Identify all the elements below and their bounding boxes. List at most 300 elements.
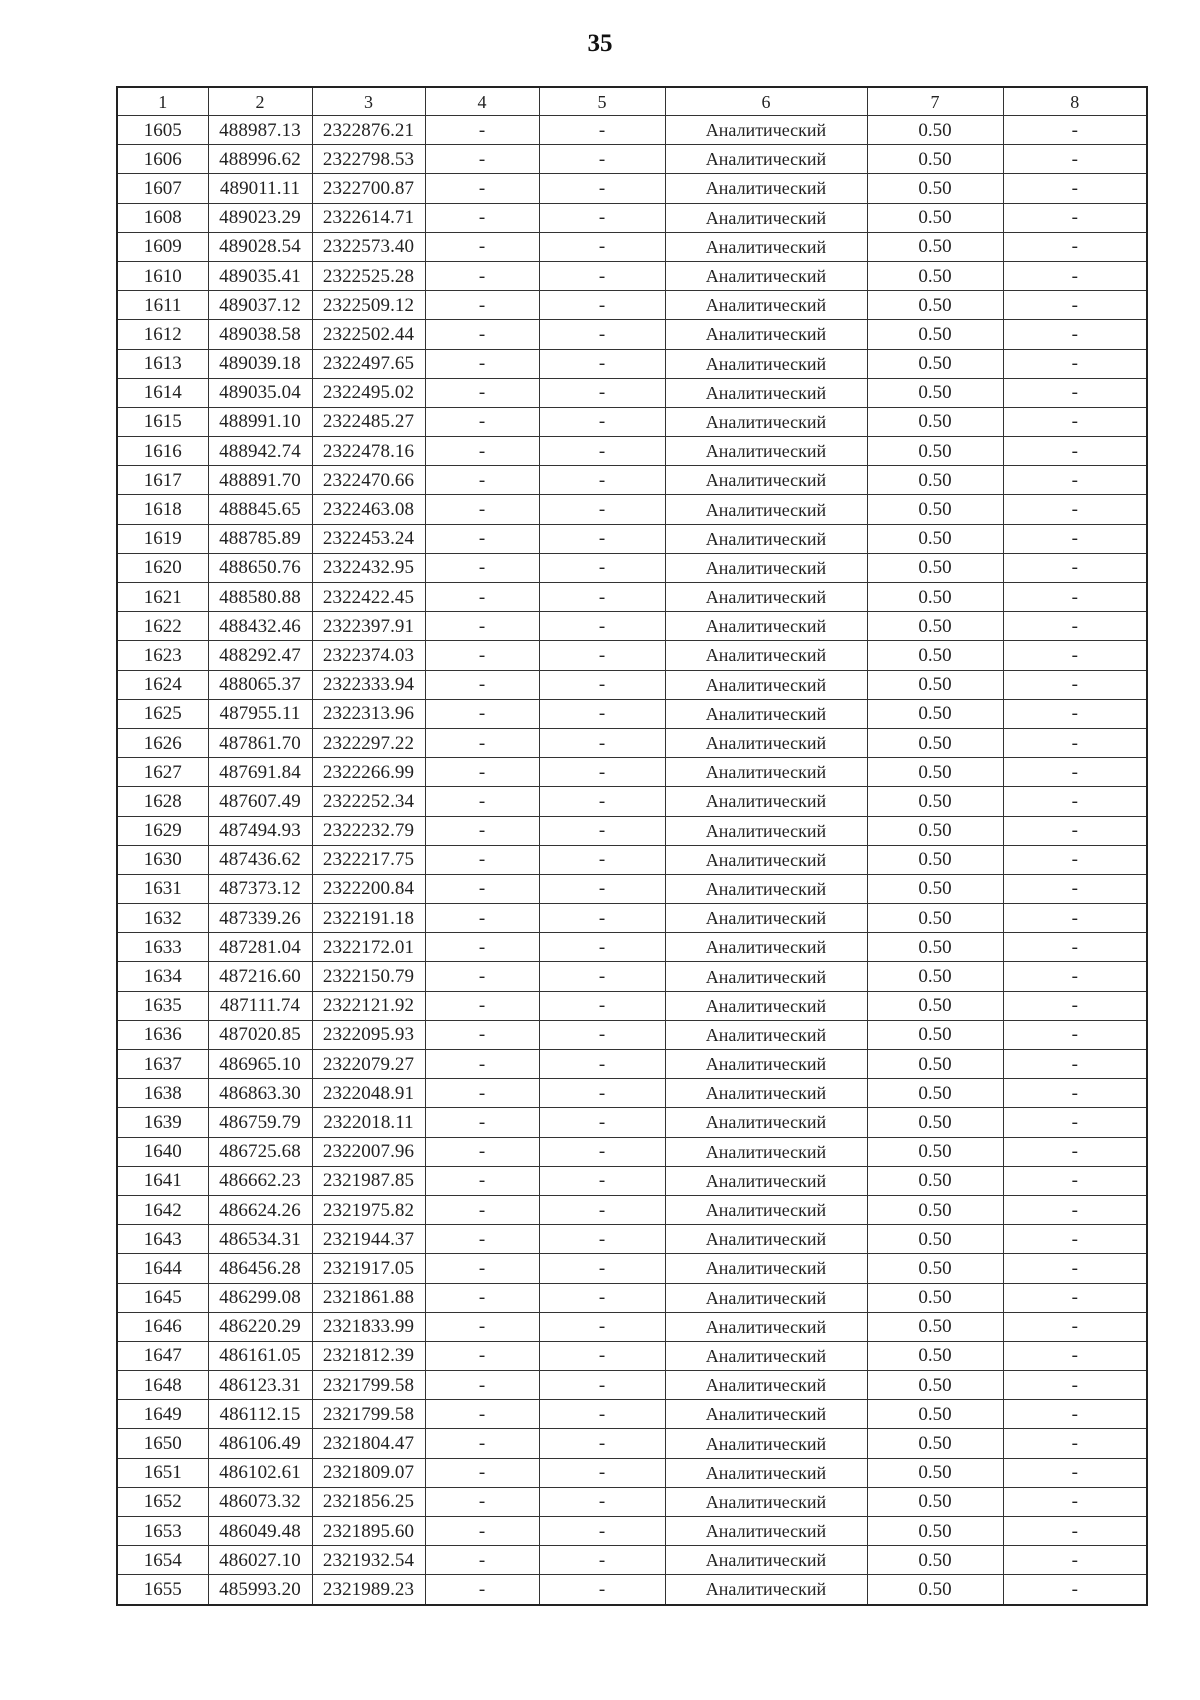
table-row <box>117 933 1147 962</box>
method-cell: Аналитический <box>665 1254 867 1283</box>
accuracy-cell: 0.50 <box>867 320 1003 349</box>
point-number-cell: 1631 <box>117 874 208 903</box>
method-cell: Аналитический <box>665 524 867 553</box>
column-header-8: 8 <box>1003 87 1147 116</box>
y-coordinate-cell: 2322313.96 <box>312 699 425 728</box>
table-row <box>117 1517 1147 1546</box>
method-cell: Аналитический <box>665 174 867 203</box>
column-5-cell: - <box>539 1050 665 1079</box>
column-4-cell: - <box>425 1108 539 1137</box>
table-row <box>117 261 1147 290</box>
table-header <box>117 87 1147 116</box>
column-4-cell: - <box>425 261 539 290</box>
x-coordinate-cell: 486073.32 <box>208 1487 312 1516</box>
point-number-cell: 1616 <box>117 437 208 466</box>
accuracy-cell: 0.50 <box>867 1429 1003 1458</box>
column-8-cell: - <box>1003 1195 1147 1224</box>
point-number-cell: 1624 <box>117 670 208 699</box>
column-5-cell: - <box>539 203 665 232</box>
column-5-cell: - <box>539 1517 665 1546</box>
y-coordinate-cell: 2322374.03 <box>312 641 425 670</box>
column-4-cell: - <box>425 116 539 145</box>
column-header-7: 7 <box>867 87 1003 116</box>
method-cell: Аналитический <box>665 787 867 816</box>
column-8-cell: - <box>1003 962 1147 991</box>
point-number-cell: 1636 <box>117 1020 208 1049</box>
y-coordinate-cell: 2322048.91 <box>312 1079 425 1108</box>
accuracy-cell: 0.50 <box>867 145 1003 174</box>
point-number-cell: 1605 <box>117 116 208 145</box>
point-number-cell: 1614 <box>117 378 208 407</box>
header-row <box>117 87 1147 116</box>
x-coordinate-cell: 488996.62 <box>208 145 312 174</box>
method-cell: Аналитический <box>665 641 867 670</box>
method-cell: Аналитический <box>665 758 867 787</box>
method-cell: Аналитический <box>665 962 867 991</box>
x-coordinate-cell: 488942.74 <box>208 437 312 466</box>
point-number-cell: 1641 <box>117 1166 208 1195</box>
column-4-cell: - <box>425 962 539 991</box>
point-number-cell: 1638 <box>117 1079 208 1108</box>
method-cell: Аналитический <box>665 1050 867 1079</box>
column-4-cell: - <box>425 1166 539 1195</box>
y-coordinate-cell: 2322191.18 <box>312 904 425 933</box>
x-coordinate-cell: 486863.30 <box>208 1079 312 1108</box>
column-5-cell: - <box>539 291 665 320</box>
accuracy-cell: 0.50 <box>867 116 1003 145</box>
point-number-cell: 1621 <box>117 583 208 612</box>
method-cell: Аналитический <box>665 1517 867 1546</box>
y-coordinate-cell: 2322876.21 <box>312 116 425 145</box>
table-row <box>117 320 1147 349</box>
accuracy-cell: 0.50 <box>867 1487 1003 1516</box>
column-4-cell: - <box>425 495 539 524</box>
y-coordinate-cell: 2322121.92 <box>312 991 425 1020</box>
table-row <box>117 145 1147 174</box>
column-5-cell: - <box>539 728 665 757</box>
method-cell: Аналитический <box>665 874 867 903</box>
column-8-cell: - <box>1003 728 1147 757</box>
column-8-cell: - <box>1003 174 1147 203</box>
column-4-cell: - <box>425 349 539 378</box>
point-number-cell: 1646 <box>117 1312 208 1341</box>
column-4-cell: - <box>425 203 539 232</box>
point-number-cell: 1610 <box>117 261 208 290</box>
column-4-cell: - <box>425 524 539 553</box>
table-row <box>117 1020 1147 1049</box>
accuracy-cell: 0.50 <box>867 349 1003 378</box>
y-coordinate-cell: 2321987.85 <box>312 1166 425 1195</box>
column-4-cell: - <box>425 670 539 699</box>
column-4-cell: - <box>425 145 539 174</box>
column-8-cell: - <box>1003 320 1147 349</box>
x-coordinate-cell: 487494.93 <box>208 816 312 845</box>
column-5-cell: - <box>539 933 665 962</box>
point-number-cell: 1644 <box>117 1254 208 1283</box>
column-8-cell: - <box>1003 583 1147 612</box>
column-8-cell: - <box>1003 933 1147 962</box>
x-coordinate-cell: 486534.31 <box>208 1225 312 1254</box>
column-5-cell: - <box>539 1166 665 1195</box>
y-coordinate-cell: 2321895.60 <box>312 1517 425 1546</box>
y-coordinate-cell: 2322700.87 <box>312 174 425 203</box>
table-row <box>117 232 1147 261</box>
column-5-cell: - <box>539 1020 665 1049</box>
column-8-cell: - <box>1003 904 1147 933</box>
method-cell: Аналитический <box>665 407 867 436</box>
column-5-cell: - <box>539 874 665 903</box>
y-coordinate-cell: 2322150.79 <box>312 962 425 991</box>
x-coordinate-cell: 487691.84 <box>208 758 312 787</box>
column-4-cell: - <box>425 583 539 612</box>
table-row <box>117 1137 1147 1166</box>
coordinates-table <box>116 86 1148 1606</box>
point-number-cell: 1628 <box>117 787 208 816</box>
table-row <box>117 1166 1147 1195</box>
column-8-cell: - <box>1003 261 1147 290</box>
method-cell: Аналитический <box>665 1429 867 1458</box>
point-number-cell: 1617 <box>117 466 208 495</box>
column-5-cell: - <box>539 1225 665 1254</box>
accuracy-cell: 0.50 <box>867 1137 1003 1166</box>
y-coordinate-cell: 2321932.54 <box>312 1546 425 1575</box>
x-coordinate-cell: 489035.41 <box>208 261 312 290</box>
column-5-cell: - <box>539 232 665 261</box>
x-coordinate-cell: 487281.04 <box>208 933 312 962</box>
column-5-cell: - <box>539 1400 665 1429</box>
column-5-cell: - <box>539 524 665 553</box>
method-cell: Аналитический <box>665 1371 867 1400</box>
table-row <box>117 728 1147 757</box>
column-5-cell: - <box>539 1195 665 1224</box>
accuracy-cell: 0.50 <box>867 845 1003 874</box>
method-cell: Аналитический <box>665 1283 867 1312</box>
x-coordinate-cell: 486299.08 <box>208 1283 312 1312</box>
column-header-4: 4 <box>425 87 539 116</box>
table-row <box>117 466 1147 495</box>
table-row <box>117 816 1147 845</box>
accuracy-cell: 0.50 <box>867 641 1003 670</box>
column-4-cell: - <box>425 1341 539 1370</box>
column-5-cell: - <box>539 962 665 991</box>
accuracy-cell: 0.50 <box>867 232 1003 261</box>
column-8-cell: - <box>1003 787 1147 816</box>
x-coordinate-cell: 486049.48 <box>208 1517 312 1546</box>
column-4-cell: - <box>425 232 539 261</box>
point-number-cell: 1607 <box>117 174 208 203</box>
column-8-cell: - <box>1003 1341 1147 1370</box>
column-8-cell: - <box>1003 845 1147 874</box>
x-coordinate-cell: 489028.54 <box>208 232 312 261</box>
column-4-cell: - <box>425 1079 539 1108</box>
column-4-cell: - <box>425 874 539 903</box>
accuracy-cell: 0.50 <box>867 1283 1003 1312</box>
x-coordinate-cell: 486112.15 <box>208 1400 312 1429</box>
table-row <box>117 1050 1147 1079</box>
table-row <box>117 758 1147 787</box>
column-8-cell: - <box>1003 1079 1147 1108</box>
method-cell: Аналитический <box>665 1341 867 1370</box>
column-5-cell: - <box>539 816 665 845</box>
column-4-cell: - <box>425 1429 539 1458</box>
point-number-cell: 1649 <box>117 1400 208 1429</box>
table-row <box>117 1254 1147 1283</box>
column-8-cell: - <box>1003 1575 1147 1605</box>
column-5-cell: - <box>539 612 665 641</box>
point-number-cell: 1652 <box>117 1487 208 1516</box>
column-5-cell: - <box>539 583 665 612</box>
column-4-cell: - <box>425 1312 539 1341</box>
method-cell: Аналитический <box>665 1195 867 1224</box>
column-5-cell: - <box>539 1546 665 1575</box>
column-5-cell: - <box>539 670 665 699</box>
accuracy-cell: 0.50 <box>867 758 1003 787</box>
point-number-cell: 1606 <box>117 145 208 174</box>
column-4-cell: - <box>425 641 539 670</box>
point-number-cell: 1611 <box>117 291 208 320</box>
table-row <box>117 1458 1147 1487</box>
point-number-cell: 1642 <box>117 1195 208 1224</box>
column-header-3: 3 <box>312 87 425 116</box>
accuracy-cell: 0.50 <box>867 1400 1003 1429</box>
accuracy-cell: 0.50 <box>867 1020 1003 1049</box>
x-coordinate-cell: 488432.46 <box>208 612 312 641</box>
method-cell: Аналитический <box>665 291 867 320</box>
column-8-cell: - <box>1003 1429 1147 1458</box>
column-4-cell: - <box>425 1225 539 1254</box>
column-8-cell: - <box>1003 116 1147 145</box>
accuracy-cell: 0.50 <box>867 699 1003 728</box>
point-number-cell: 1608 <box>117 203 208 232</box>
method-cell: Аналитический <box>665 583 867 612</box>
column-4-cell: - <box>425 1020 539 1049</box>
table-row <box>117 1341 1147 1370</box>
accuracy-cell: 0.50 <box>867 1225 1003 1254</box>
method-cell: Аналитический <box>665 553 867 582</box>
x-coordinate-cell: 486161.05 <box>208 1341 312 1370</box>
accuracy-cell: 0.50 <box>867 962 1003 991</box>
accuracy-cell: 0.50 <box>867 1341 1003 1370</box>
column-5-cell: - <box>539 1312 665 1341</box>
point-number-cell: 1613 <box>117 349 208 378</box>
column-8-cell: - <box>1003 203 1147 232</box>
x-coordinate-cell: 488987.13 <box>208 116 312 145</box>
table-row <box>117 1400 1147 1429</box>
table-row <box>117 641 1147 670</box>
column-4-cell: - <box>425 553 539 582</box>
x-coordinate-cell: 487861.70 <box>208 728 312 757</box>
column-4-cell: - <box>425 728 539 757</box>
column-8-cell: - <box>1003 407 1147 436</box>
method-cell: Аналитический <box>665 728 867 757</box>
method-cell: Аналитический <box>665 466 867 495</box>
accuracy-cell: 0.50 <box>867 466 1003 495</box>
column-8-cell: - <box>1003 758 1147 787</box>
y-coordinate-cell: 2321861.88 <box>312 1283 425 1312</box>
y-coordinate-cell: 2322453.24 <box>312 524 425 553</box>
accuracy-cell: 0.50 <box>867 728 1003 757</box>
column-header-6: 6 <box>665 87 867 116</box>
column-5-cell: - <box>539 1458 665 1487</box>
method-cell: Аналитический <box>665 1020 867 1049</box>
accuracy-cell: 0.50 <box>867 1254 1003 1283</box>
column-8-cell: - <box>1003 1312 1147 1341</box>
column-5-cell: - <box>539 904 665 933</box>
column-4-cell: - <box>425 845 539 874</box>
column-8-cell: - <box>1003 378 1147 407</box>
table-row <box>117 553 1147 582</box>
column-4-cell: - <box>425 1487 539 1516</box>
accuracy-cell: 0.50 <box>867 378 1003 407</box>
column-4-cell: - <box>425 378 539 407</box>
table-row <box>117 1079 1147 1108</box>
accuracy-cell: 0.50 <box>867 437 1003 466</box>
column-4-cell: - <box>425 699 539 728</box>
table-row <box>117 1195 1147 1224</box>
y-coordinate-cell: 2322397.91 <box>312 612 425 641</box>
x-coordinate-cell: 485993.20 <box>208 1575 312 1605</box>
y-coordinate-cell: 2322497.65 <box>312 349 425 378</box>
point-number-cell: 1655 <box>117 1575 208 1605</box>
x-coordinate-cell: 489023.29 <box>208 203 312 232</box>
x-coordinate-cell: 487020.85 <box>208 1020 312 1049</box>
point-number-cell: 1640 <box>117 1137 208 1166</box>
y-coordinate-cell: 2322509.12 <box>312 291 425 320</box>
accuracy-cell: 0.50 <box>867 991 1003 1020</box>
method-cell: Аналитический <box>665 904 867 933</box>
table-row <box>117 1371 1147 1400</box>
y-coordinate-cell: 2322018.11 <box>312 1108 425 1137</box>
column-4-cell: - <box>425 466 539 495</box>
column-8-cell: - <box>1003 349 1147 378</box>
column-8-cell: - <box>1003 553 1147 582</box>
table-row <box>117 670 1147 699</box>
y-coordinate-cell: 2322422.45 <box>312 583 425 612</box>
column-4-cell: - <box>425 291 539 320</box>
y-coordinate-cell: 2322007.96 <box>312 1137 425 1166</box>
accuracy-cell: 0.50 <box>867 816 1003 845</box>
column-4-cell: - <box>425 612 539 641</box>
column-header-2: 2 <box>208 87 312 116</box>
table-row <box>117 203 1147 232</box>
column-5-cell: - <box>539 174 665 203</box>
y-coordinate-cell: 2322485.27 <box>312 407 425 436</box>
point-number-cell: 1622 <box>117 612 208 641</box>
accuracy-cell: 0.50 <box>867 1517 1003 1546</box>
accuracy-cell: 0.50 <box>867 874 1003 903</box>
y-coordinate-cell: 2322200.84 <box>312 874 425 903</box>
column-5-cell: - <box>539 466 665 495</box>
x-coordinate-cell: 488891.70 <box>208 466 312 495</box>
y-coordinate-cell: 2322079.27 <box>312 1050 425 1079</box>
column-5-cell: - <box>539 1371 665 1400</box>
y-coordinate-cell: 2321833.99 <box>312 1312 425 1341</box>
table-row <box>117 874 1147 903</box>
table-row <box>117 116 1147 145</box>
column-8-cell: - <box>1003 1517 1147 1546</box>
column-8-cell: - <box>1003 1400 1147 1429</box>
table-row <box>117 291 1147 320</box>
x-coordinate-cell: 488785.89 <box>208 524 312 553</box>
y-coordinate-cell: 2322095.93 <box>312 1020 425 1049</box>
table-row <box>117 174 1147 203</box>
x-coordinate-cell: 486102.61 <box>208 1458 312 1487</box>
x-coordinate-cell: 486965.10 <box>208 1050 312 1079</box>
point-number-cell: 1651 <box>117 1458 208 1487</box>
y-coordinate-cell: 2322478.16 <box>312 437 425 466</box>
method-cell: Аналитический <box>665 1400 867 1429</box>
method-cell: Аналитический <box>665 116 867 145</box>
method-cell: Аналитический <box>665 991 867 1020</box>
table-row <box>117 1225 1147 1254</box>
x-coordinate-cell: 489038.58 <box>208 320 312 349</box>
point-number-cell: 1615 <box>117 407 208 436</box>
x-coordinate-cell: 486624.26 <box>208 1195 312 1224</box>
column-4-cell: - <box>425 787 539 816</box>
column-4-cell: - <box>425 1050 539 1079</box>
y-coordinate-cell: 2322495.02 <box>312 378 425 407</box>
accuracy-cell: 0.50 <box>867 670 1003 699</box>
column-8-cell: - <box>1003 1020 1147 1049</box>
column-5-cell: - <box>539 1137 665 1166</box>
column-8-cell: - <box>1003 524 1147 553</box>
method-cell: Аналитический <box>665 1312 867 1341</box>
column-8-cell: - <box>1003 1546 1147 1575</box>
point-number-cell: 1654 <box>117 1546 208 1575</box>
point-number-cell: 1629 <box>117 816 208 845</box>
accuracy-cell: 0.50 <box>867 407 1003 436</box>
y-coordinate-cell: 2321804.47 <box>312 1429 425 1458</box>
column-8-cell: - <box>1003 1225 1147 1254</box>
column-5-cell: - <box>539 437 665 466</box>
column-8-cell: - <box>1003 437 1147 466</box>
column-4-cell: - <box>425 991 539 1020</box>
column-5-cell: - <box>539 1341 665 1370</box>
x-coordinate-cell: 488065.37 <box>208 670 312 699</box>
column-header-5: 5 <box>539 87 665 116</box>
y-coordinate-cell: 2321989.23 <box>312 1575 425 1605</box>
column-5-cell: - <box>539 787 665 816</box>
point-number-cell: 1633 <box>117 933 208 962</box>
y-coordinate-cell: 2322502.44 <box>312 320 425 349</box>
column-5-cell: - <box>539 845 665 874</box>
point-number-cell: 1623 <box>117 641 208 670</box>
accuracy-cell: 0.50 <box>867 261 1003 290</box>
x-coordinate-cell: 486725.68 <box>208 1137 312 1166</box>
column-8-cell: - <box>1003 699 1147 728</box>
column-4-cell: - <box>425 758 539 787</box>
y-coordinate-cell: 2321917.05 <box>312 1254 425 1283</box>
x-coordinate-cell: 488991.10 <box>208 407 312 436</box>
table-row <box>117 1429 1147 1458</box>
point-number-cell: 1612 <box>117 320 208 349</box>
x-coordinate-cell: 488292.47 <box>208 641 312 670</box>
method-cell: Аналитический <box>665 1225 867 1254</box>
column-5-cell: - <box>539 758 665 787</box>
method-cell: Аналитический <box>665 261 867 290</box>
x-coordinate-cell: 488845.65 <box>208 495 312 524</box>
table-row <box>117 437 1147 466</box>
method-cell: Аналитический <box>665 816 867 845</box>
y-coordinate-cell: 2321809.07 <box>312 1458 425 1487</box>
y-coordinate-cell: 2322172.01 <box>312 933 425 962</box>
point-number-cell: 1650 <box>117 1429 208 1458</box>
accuracy-cell: 0.50 <box>867 1575 1003 1605</box>
table-row <box>117 699 1147 728</box>
column-header-1: 1 <box>117 87 208 116</box>
x-coordinate-cell: 487955.11 <box>208 699 312 728</box>
table-row <box>117 787 1147 816</box>
